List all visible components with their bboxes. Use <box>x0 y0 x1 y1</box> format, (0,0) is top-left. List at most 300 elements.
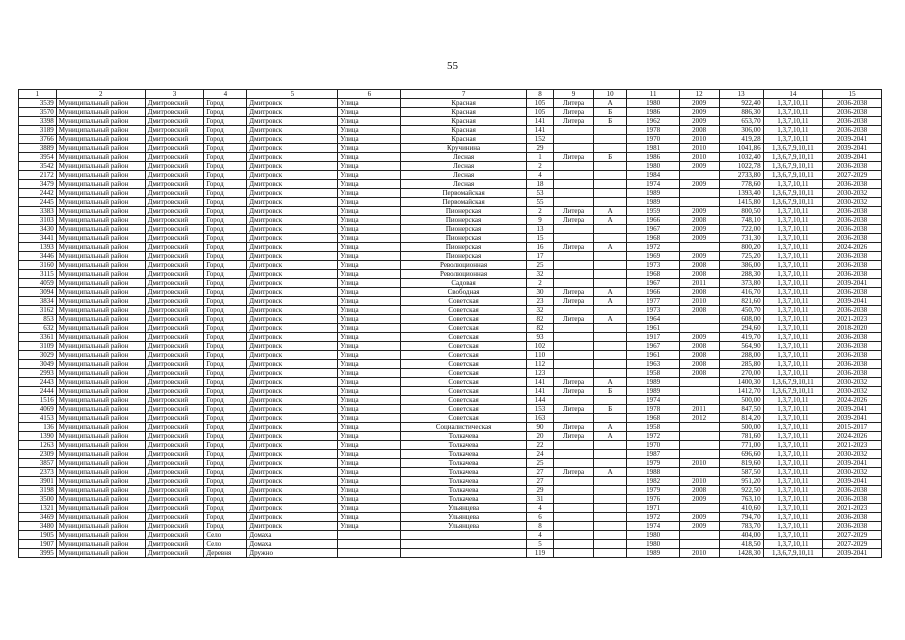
table-cell: Дмитровск <box>247 432 338 441</box>
table-cell: 2008 <box>679 270 719 279</box>
table-cell: Красная <box>401 126 527 135</box>
table-cell: 1967 <box>627 225 679 234</box>
table-cell: 2039-2041 <box>823 459 882 468</box>
table-cell: 2036-2038 <box>823 99 882 108</box>
table-cell: 1,3,7,10,11 <box>763 405 823 414</box>
table-cell: Улица <box>338 459 401 468</box>
table-cell: Улица <box>338 387 401 396</box>
table-cell: 288,30 <box>719 270 763 279</box>
table-cell <box>593 270 627 279</box>
table-cell: 1907 <box>19 540 57 549</box>
table-cell: Улица <box>338 450 401 459</box>
table-cell: 725,20 <box>719 252 763 261</box>
table-cell: Дмитровский <box>145 450 204 459</box>
table-cell: Б <box>593 153 627 162</box>
table-cell: Город <box>204 414 247 423</box>
table-cell: Дмитровск <box>247 261 338 270</box>
table-cell <box>554 234 594 243</box>
table-cell: Город <box>204 270 247 279</box>
table-cell: 2039-2041 <box>823 297 882 306</box>
table-cell: 3094 <box>19 288 57 297</box>
table-cell <box>679 432 719 441</box>
table-cell: Улица <box>338 99 401 108</box>
table-cell: Улица <box>338 126 401 135</box>
table-cell: Литера <box>554 405 594 414</box>
housing-table <box>18 89 882 558</box>
table-cell: 3500 <box>19 495 57 504</box>
column-number: 1 <box>19 90 57 99</box>
table-cell: 416,70 <box>719 288 763 297</box>
table-cell: 763,10 <box>719 495 763 504</box>
table-cell: Город <box>204 522 247 531</box>
table-cell: 2030-2032 <box>823 450 882 459</box>
table-cell: 1979 <box>627 486 679 495</box>
table-cell: 1,3,7,10,11 <box>763 450 823 459</box>
table-cell: Муниципальный район <box>56 180 145 189</box>
table-cell: 1982 <box>627 477 679 486</box>
table-cell: 1,3,7,10,11 <box>763 315 823 324</box>
table-cell: 25 <box>526 261 553 270</box>
table-row <box>19 486 882 495</box>
table-row <box>19 549 882 558</box>
table-cell: 3995 <box>19 549 57 558</box>
table-cell <box>401 531 527 540</box>
table-cell <box>593 531 627 540</box>
table-cell: Город <box>204 198 247 207</box>
table-cell: Муниципальный район <box>56 495 145 504</box>
table-cell: Город <box>204 504 247 513</box>
table-cell: 1959 <box>627 207 679 216</box>
table-cell: Улица <box>338 180 401 189</box>
table-cell <box>593 171 627 180</box>
table-cell: 1,3,7,10,11 <box>763 369 823 378</box>
table-cell: 1,3,7,10,11 <box>763 495 823 504</box>
table-cell: Город <box>204 315 247 324</box>
table-cell: 1,3,7,10,11 <box>763 441 823 450</box>
table-cell: 82 <box>526 315 553 324</box>
table-cell: Б <box>593 387 627 396</box>
table-cell: Муниципальный район <box>56 171 145 180</box>
table-cell: 2024-2026 <box>823 396 882 405</box>
table-cell <box>554 351 594 360</box>
table-cell: Дмитровск <box>247 459 338 468</box>
table-cell: Дмитровск <box>247 162 338 171</box>
table-cell <box>593 261 627 270</box>
table-cell: 1,3,7,10,11 <box>763 504 823 513</box>
table-cell: Дмитровский <box>145 297 204 306</box>
table-cell: Дмитровский <box>145 234 204 243</box>
table-cell: Муниципальный район <box>56 324 145 333</box>
table-cell: 2039-2041 <box>823 405 882 414</box>
table-row <box>19 306 882 315</box>
table-cell: 1,3,7,10,11 <box>763 270 823 279</box>
table-cell: 3115 <box>19 270 57 279</box>
table-cell: Улица <box>338 117 401 126</box>
table-cell: 1973 <box>627 306 679 315</box>
table-cell: 1,3,7,10,11 <box>763 306 823 315</box>
table-cell: Дмитровский <box>145 180 204 189</box>
table-cell: Дмитровск <box>247 306 338 315</box>
table-cell: Дмитровский <box>145 378 204 387</box>
table-cell: Социалистическая <box>401 423 527 432</box>
table-cell: Дмитровск <box>247 252 338 261</box>
table-cell: Дмитровский <box>145 306 204 315</box>
table-cell: 814,20 <box>719 414 763 423</box>
table-cell: Дмитровский <box>145 225 204 234</box>
table-row <box>19 540 882 549</box>
table-row <box>19 459 882 468</box>
table-cell <box>593 180 627 189</box>
table-cell: Город <box>204 495 247 504</box>
table-cell: А <box>593 423 627 432</box>
table-cell: 4 <box>526 171 553 180</box>
table-row <box>19 369 882 378</box>
table-cell: 25 <box>526 459 553 468</box>
table-row <box>19 342 882 351</box>
column-number: 7 <box>401 90 527 99</box>
table-cell: Дмитровск <box>247 504 338 513</box>
table-cell: Дмитровский <box>145 171 204 180</box>
table-cell: 2009 <box>679 162 719 171</box>
table-cell: 18 <box>526 180 553 189</box>
table-cell <box>593 486 627 495</box>
table-cell: Дмитровск <box>247 486 338 495</box>
table-cell: Улица <box>338 468 401 477</box>
table-cell: Улица <box>338 441 401 450</box>
table-row <box>19 288 882 297</box>
table-cell <box>593 522 627 531</box>
table-cell: Муниципальный район <box>56 108 145 117</box>
table-cell <box>593 279 627 288</box>
table-cell: Пионерская <box>401 225 527 234</box>
table-cell: 2036-2038 <box>823 495 882 504</box>
column-number: 10 <box>593 90 627 99</box>
table-cell: 1961 <box>627 324 679 333</box>
table-cell: 93 <box>526 333 553 342</box>
table-cell <box>679 531 719 540</box>
table-cell: Муниципальный район <box>56 198 145 207</box>
table-cell: 2010 <box>679 153 719 162</box>
table-cell <box>593 549 627 558</box>
table-cell: Муниципальный район <box>56 450 145 459</box>
table-cell: 1967 <box>627 279 679 288</box>
table-cell: 722,00 <box>719 225 763 234</box>
table-cell: 2036-2038 <box>823 369 882 378</box>
table-row <box>19 279 882 288</box>
table-cell: Улица <box>338 513 401 522</box>
table-cell: 141 <box>526 117 553 126</box>
table-cell: Дмитровск <box>247 216 338 225</box>
table-cell <box>679 468 719 477</box>
table-cell: 2010 <box>679 459 719 468</box>
table-cell: 2030-2032 <box>823 189 882 198</box>
table-cell: 136 <box>19 423 57 432</box>
table-cell: 2027-2029 <box>823 540 882 549</box>
table-cell: Муниципальный район <box>56 279 145 288</box>
table-cell: Муниципальный район <box>56 513 145 522</box>
table-cell: Улица <box>338 486 401 495</box>
table-cell: Дмитровск <box>247 441 338 450</box>
table-cell <box>338 531 401 540</box>
table-cell: 2036-2038 <box>823 234 882 243</box>
table-cell: 1,3,7,10,11 <box>763 261 823 270</box>
table-cell: Красная <box>401 135 527 144</box>
table-cell: Советская <box>401 396 527 405</box>
table-cell: Муниципальный район <box>56 126 145 135</box>
table-cell: Город <box>204 225 247 234</box>
table-cell: А <box>593 432 627 441</box>
table-cell <box>593 252 627 261</box>
table-cell: Литера <box>554 216 594 225</box>
table-cell: Советская <box>401 414 527 423</box>
table-cell: 1,3,7,10,11 <box>763 432 823 441</box>
table-cell: Толкачева <box>401 450 527 459</box>
table-cell: Толкачева <box>401 495 527 504</box>
table-cell: Дмитровский <box>145 108 204 117</box>
table-cell: Муниципальный район <box>56 225 145 234</box>
table-cell: 922,40 <box>719 99 763 108</box>
table-cell: 2036-2038 <box>823 342 882 351</box>
table-cell: 1,3,7,10,11 <box>763 216 823 225</box>
table-cell: Дмитровский <box>145 333 204 342</box>
table-cell: 1390 <box>19 432 57 441</box>
table-cell: 418,50 <box>719 540 763 549</box>
table-cell: Дмитровск <box>247 225 338 234</box>
table-cell: 105 <box>526 108 553 117</box>
column-number: 11 <box>627 90 679 99</box>
table-cell: Муниципальный район <box>56 297 145 306</box>
table-cell: 1,3,6,7,9,10,11 <box>763 198 823 207</box>
table-cell: Муниципальный район <box>56 468 145 477</box>
table-cell <box>679 189 719 198</box>
table-cell: Дмитровск <box>247 99 338 108</box>
table-cell: 13 <box>526 225 553 234</box>
table-cell: Улица <box>338 252 401 261</box>
table-cell: 2030-2032 <box>823 468 882 477</box>
table-cell: 22 <box>526 441 553 450</box>
column-number: 12 <box>679 90 719 99</box>
table-cell: 1958 <box>627 369 679 378</box>
table-row <box>19 387 882 396</box>
table-cell: Город <box>204 144 247 153</box>
table-cell: 2018-2020 <box>823 324 882 333</box>
table-cell: А <box>593 243 627 252</box>
table-cell: Дмитровск <box>247 234 338 243</box>
table-row <box>19 432 882 441</box>
table-cell <box>679 441 719 450</box>
table-cell: Дмитровск <box>247 117 338 126</box>
table-cell <box>554 261 594 270</box>
table-cell <box>554 135 594 144</box>
table-cell <box>554 126 594 135</box>
table-cell: 3441 <box>19 234 57 243</box>
table-cell: Дмитровск <box>247 351 338 360</box>
table-cell <box>554 504 594 513</box>
table-row <box>19 207 882 216</box>
table-cell: Муниципальный район <box>56 315 145 324</box>
table-row <box>19 378 882 387</box>
table-cell: Улица <box>338 216 401 225</box>
table-cell: Дмитровск <box>247 414 338 423</box>
table-cell <box>554 513 594 522</box>
table-cell: Лесная <box>401 171 527 180</box>
table-cell: Муниципальный район <box>56 396 145 405</box>
table-cell: 2445 <box>19 198 57 207</box>
table-cell: Город <box>204 117 247 126</box>
table-cell: Дмитровск <box>247 108 338 117</box>
table-cell: 1,3,7,10,11 <box>763 513 823 522</box>
table-cell: Деревня <box>204 549 247 558</box>
table-cell: Литера <box>554 243 594 252</box>
table-cell: 1,3,7,10,11 <box>763 243 823 252</box>
table-cell: 2172 <box>19 171 57 180</box>
table-cell: 1,3,7,10,11 <box>763 207 823 216</box>
table-cell: Красная <box>401 108 527 117</box>
table-cell <box>593 450 627 459</box>
table-cell: 1980 <box>627 540 679 549</box>
table-cell: 29 <box>526 144 553 153</box>
table-cell: Дмитровск <box>247 450 338 459</box>
table-cell: Дмитровск <box>247 279 338 288</box>
table-cell: Улица <box>338 522 401 531</box>
table-cell: 1984 <box>627 171 679 180</box>
table-cell: 2036-2038 <box>823 513 882 522</box>
table-cell: 783,70 <box>719 522 763 531</box>
table-cell: 608,00 <box>719 315 763 324</box>
table-cell: Город <box>204 333 247 342</box>
table-cell: 285,80 <box>719 360 763 369</box>
table-cell <box>554 369 594 378</box>
table-cell: Улица <box>338 396 401 405</box>
table-cell: 112 <box>526 360 553 369</box>
table-cell: 748,10 <box>719 216 763 225</box>
table-cell: Литера <box>554 468 594 477</box>
table-cell: Улица <box>338 333 401 342</box>
table-cell: 16 <box>526 243 553 252</box>
table-cell: Дмитровск <box>247 405 338 414</box>
table-cell: 2443 <box>19 378 57 387</box>
table-row <box>19 261 882 270</box>
table-cell: Улица <box>338 207 401 216</box>
table-cell: 1041,86 <box>719 144 763 153</box>
table-cell: 3162 <box>19 306 57 315</box>
table-row <box>19 270 882 279</box>
table-cell <box>679 504 719 513</box>
table-cell: 771,00 <box>719 441 763 450</box>
table-row <box>19 495 882 504</box>
table-cell: Дмитровский <box>145 414 204 423</box>
page-number: 55 <box>447 60 458 72</box>
table-cell: Муниципальный район <box>56 423 145 432</box>
table-cell: 4059 <box>19 279 57 288</box>
table-cell <box>593 225 627 234</box>
table-cell: Муниципальный район <box>56 378 145 387</box>
table-cell: 2 <box>526 162 553 171</box>
table-cell <box>554 549 594 558</box>
table-cell: Дмитровск <box>247 513 338 522</box>
table-cell: 2009 <box>679 180 719 189</box>
table-cell: 4069 <box>19 405 57 414</box>
table-cell: Литера <box>554 378 594 387</box>
table-cell <box>679 450 719 459</box>
table-cell: Ульянцева <box>401 522 527 531</box>
table-cell: 32 <box>526 306 553 315</box>
table-cell <box>593 396 627 405</box>
table-cell: Первомайская <box>401 198 527 207</box>
table-cell <box>593 477 627 486</box>
table-cell <box>554 180 594 189</box>
table-cell: 1980 <box>627 99 679 108</box>
table-cell: 1980 <box>627 162 679 171</box>
table-cell: Город <box>204 423 247 432</box>
table-cell: 2036-2038 <box>823 270 882 279</box>
table-cell: Улица <box>338 135 401 144</box>
table-cell: Дмитровск <box>247 126 338 135</box>
table-cell: 2008 <box>679 486 719 495</box>
table-cell: 1412,70 <box>719 387 763 396</box>
table-cell: 778,60 <box>719 180 763 189</box>
table-cell <box>593 234 627 243</box>
table-row <box>19 324 882 333</box>
table-cell: Дмитровский <box>145 531 204 540</box>
table-cell: 3160 <box>19 261 57 270</box>
table-row <box>19 504 882 513</box>
table-cell: 922,50 <box>719 486 763 495</box>
table-cell: Дмитровск <box>247 342 338 351</box>
table-cell: 1961 <box>627 351 679 360</box>
table-cell <box>554 522 594 531</box>
table-cell: 3446 <box>19 252 57 261</box>
table-cell: 1987 <box>627 450 679 459</box>
table-cell <box>679 396 719 405</box>
table-cell: Улица <box>338 495 401 504</box>
table-cell: 886,30 <box>719 108 763 117</box>
table-cell: 564,90 <box>719 342 763 351</box>
table-cell: Улица <box>338 360 401 369</box>
table-cell: Дмитровск <box>247 477 338 486</box>
table-cell: 1,3,7,10,11 <box>763 108 823 117</box>
table-cell: 1393,40 <box>719 189 763 198</box>
table-cell <box>554 252 594 261</box>
table-row <box>19 234 882 243</box>
table-cell: 2036-2038 <box>823 261 882 270</box>
table-cell <box>593 495 627 504</box>
table-cell: Улица <box>338 270 401 279</box>
table-row <box>19 189 882 198</box>
table-cell: 3469 <box>19 513 57 522</box>
table-cell: 2036-2038 <box>823 252 882 261</box>
table-cell: Дмитровский <box>145 270 204 279</box>
table-row <box>19 180 882 189</box>
table-cell: 500,00 <box>719 423 763 432</box>
column-number: 15 <box>823 90 882 99</box>
table-cell <box>554 144 594 153</box>
table-cell: 6 <box>526 513 553 522</box>
table-cell: 1,3,7,10,11 <box>763 324 823 333</box>
table-cell: 1970 <box>627 441 679 450</box>
table-cell: 110 <box>526 351 553 360</box>
table-cell: Муниципальный район <box>56 144 145 153</box>
table-cell <box>593 189 627 198</box>
table-cell: Муниципальный район <box>56 333 145 342</box>
table-cell: 2010 <box>679 144 719 153</box>
table-cell: 2027-2029 <box>823 171 882 180</box>
table-cell: 163 <box>526 414 553 423</box>
table-cell: 1,3,6,7,9,10,11 <box>763 144 823 153</box>
table-cell: 2008 <box>679 288 719 297</box>
table-cell <box>593 351 627 360</box>
table-cell: Дмитровский <box>145 117 204 126</box>
